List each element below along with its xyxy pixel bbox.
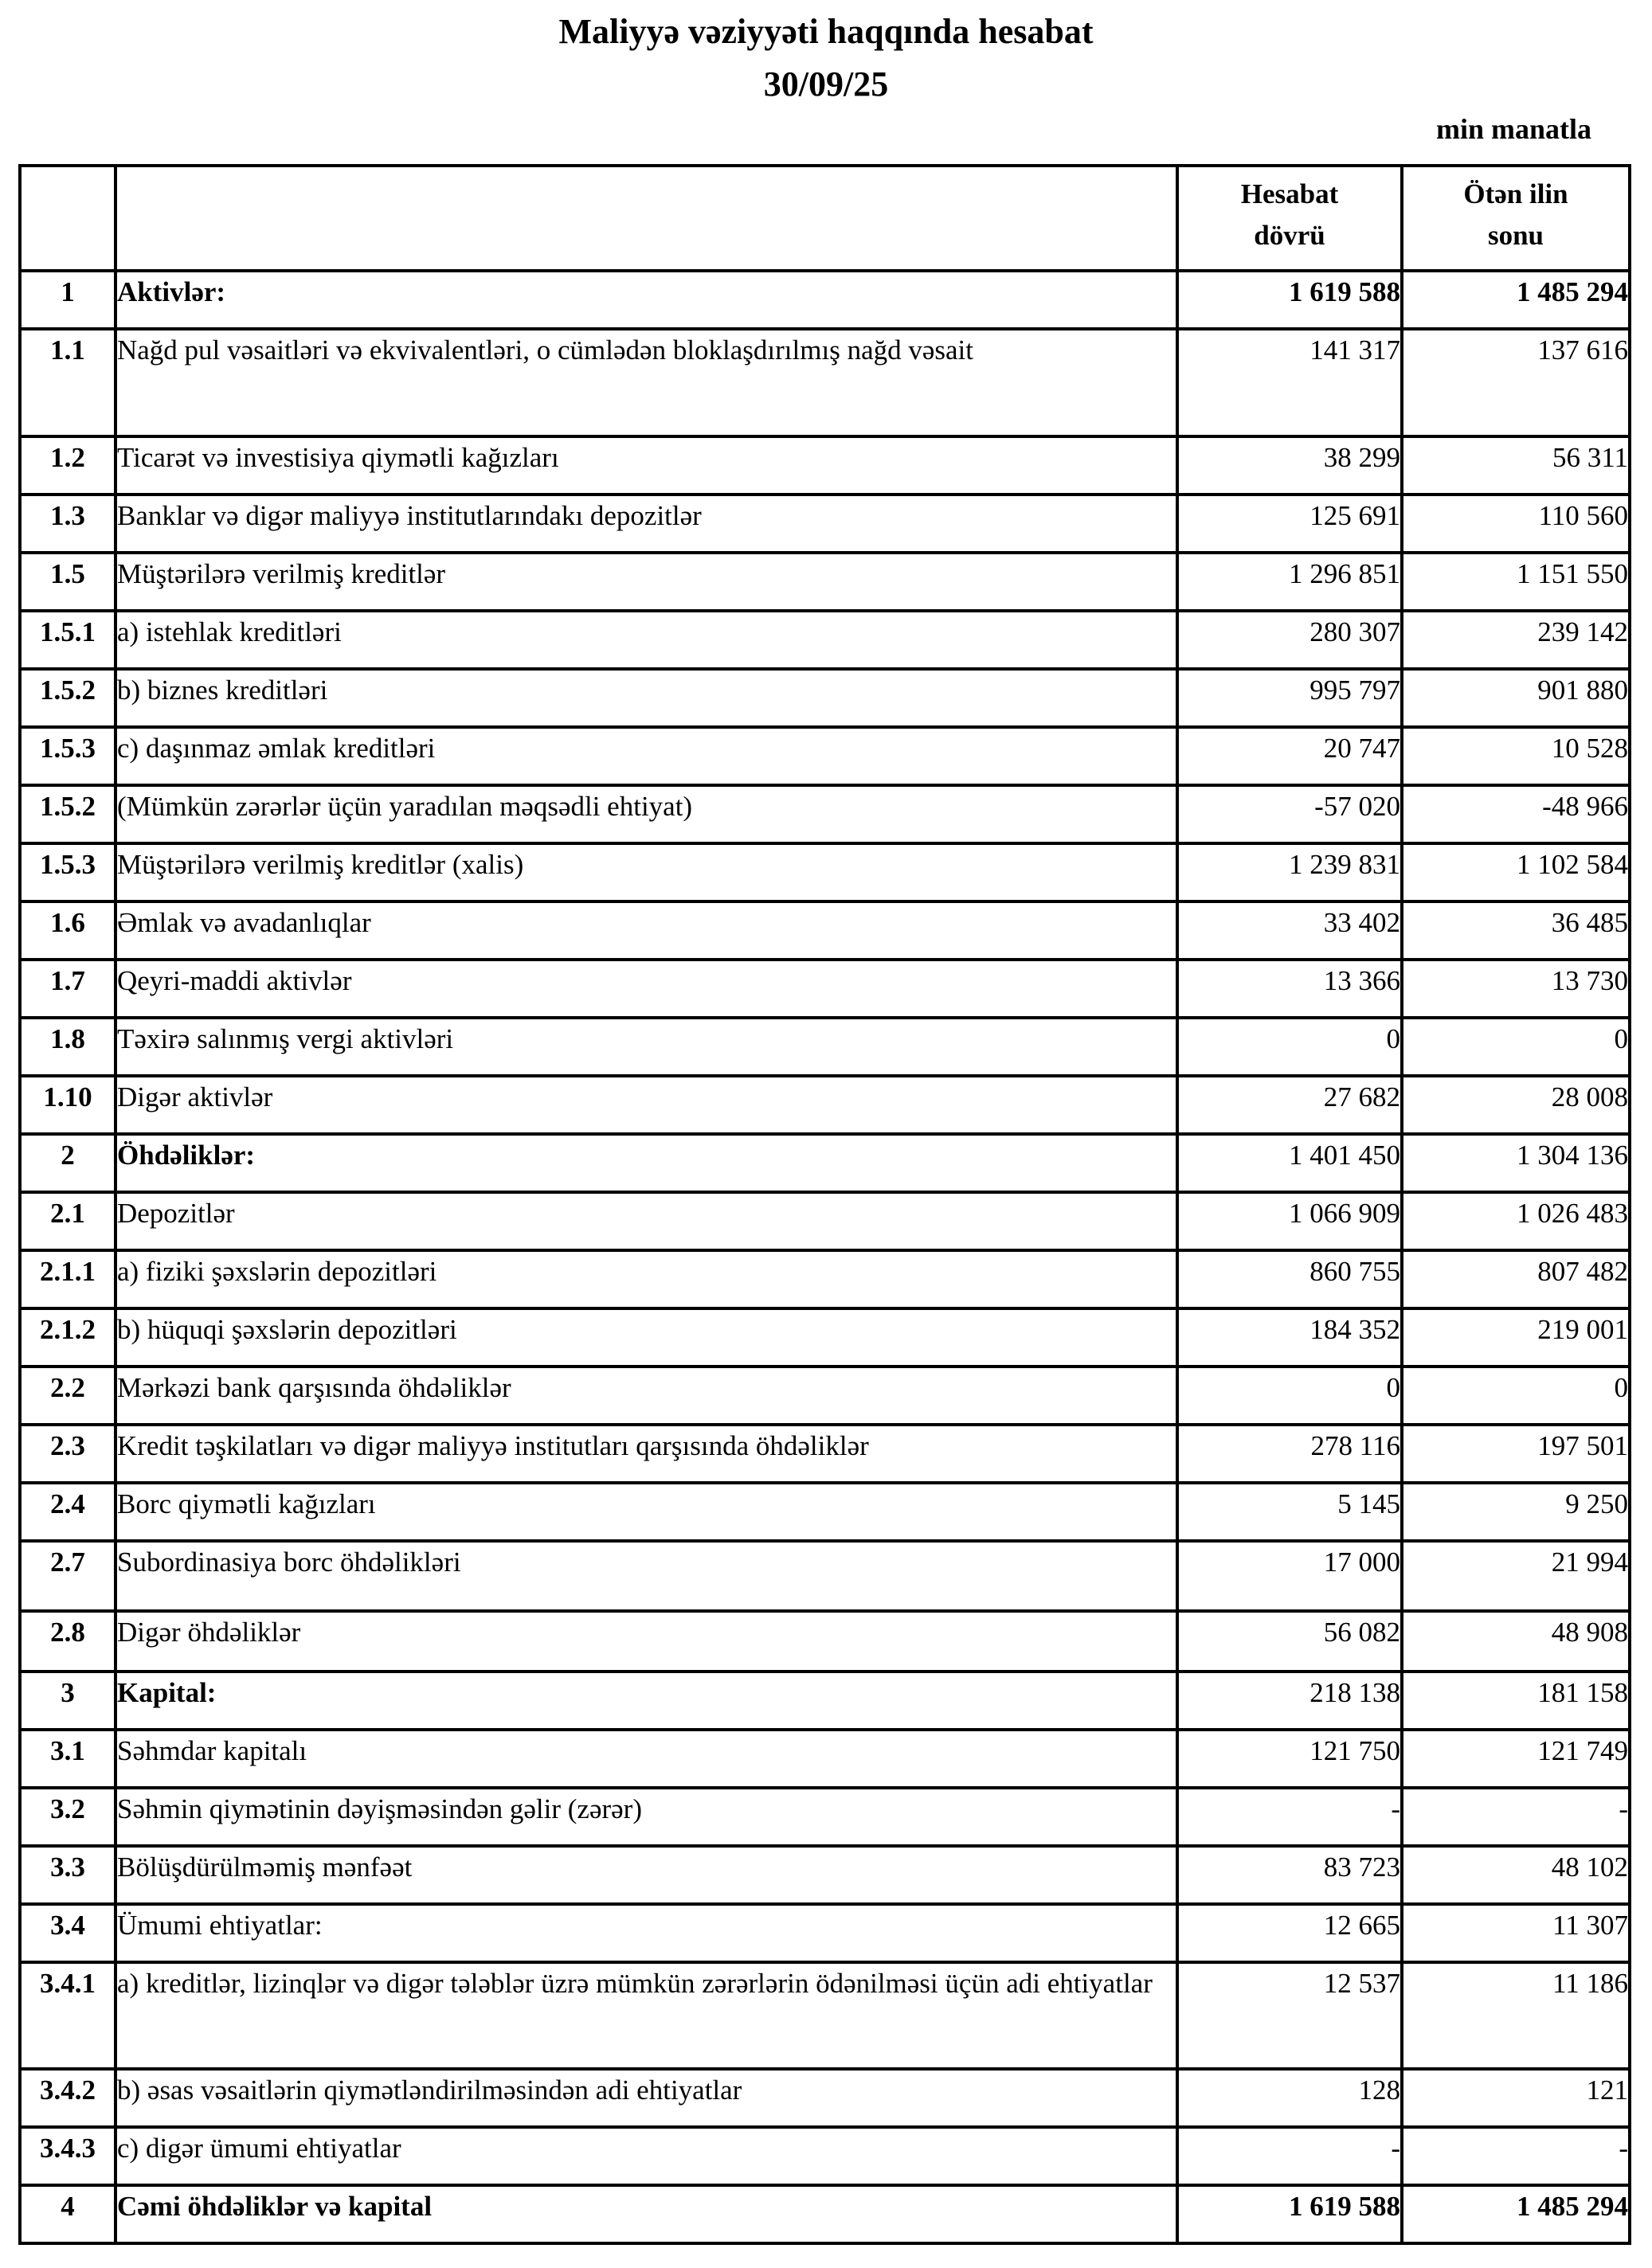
row-number: 2.3 bbox=[20, 1425, 115, 1483]
table-row bbox=[20, 1904, 1630, 1962]
row-current-value: 0 bbox=[1177, 1018, 1402, 1076]
row-label: Qeyri-maddi aktivlər bbox=[115, 960, 1177, 1018]
table-row bbox=[20, 495, 1630, 553]
row-previous-value: 9 250 bbox=[1402, 1483, 1630, 1541]
table-row bbox=[20, 1308, 1630, 1367]
row-previous-value: 56 311 bbox=[1402, 436, 1630, 495]
row-label: Cəmi öhdəliklər və kapital bbox=[115, 2185, 1177, 2243]
table-row bbox=[20, 1611, 1630, 1672]
row-current-value: 13 366 bbox=[1177, 960, 1402, 1018]
table-row bbox=[20, 1846, 1630, 1904]
row-number: 1.5.3 bbox=[20, 843, 115, 901]
table-row bbox=[20, 2127, 1630, 2185]
row-label: Səhmin qiymətinin dəyişməsindən gəlir (zərər) bbox=[115, 1788, 1177, 1846]
row-previous-value: - bbox=[1402, 1788, 1630, 1846]
row-previous-value: 137 616 bbox=[1402, 329, 1630, 436]
row-current-value: 27 682 bbox=[1177, 1076, 1402, 1134]
row-current-value: 121 750 bbox=[1177, 1730, 1402, 1788]
table-header-row bbox=[20, 166, 1630, 271]
row-number: 2.2 bbox=[20, 1367, 115, 1425]
row-number: 2.7 bbox=[20, 1541, 115, 1611]
row-label: Subordinasiya borc öhdəlikləri bbox=[115, 1541, 1177, 1611]
table-row-liabilities bbox=[20, 1134, 1630, 1192]
row-previous-value: 13 730 bbox=[1402, 960, 1630, 1018]
row-label: a) fiziki şəxslərin depozitləri bbox=[115, 1250, 1177, 1308]
row-current-value: 280 307 bbox=[1177, 611, 1402, 669]
row-current-value: 278 116 bbox=[1177, 1425, 1402, 1483]
row-label: Öhdəliklər: bbox=[115, 1134, 1177, 1192]
row-label: a) istehlak kreditləri bbox=[115, 611, 1177, 669]
row-previous-value: 36 485 bbox=[1402, 901, 1630, 960]
table-row bbox=[20, 785, 1630, 843]
row-number: 1.8 bbox=[20, 1018, 115, 1076]
row-previous-value: 48 908 bbox=[1402, 1611, 1630, 1672]
table-row-assets bbox=[20, 271, 1630, 329]
row-label: Ticarət və investisiya qiymətli kağızları bbox=[115, 436, 1177, 495]
table-row bbox=[20, 1962, 1630, 2069]
row-number: 1.10 bbox=[20, 1076, 115, 1134]
row-current-value: 12 665 bbox=[1177, 1904, 1402, 1962]
row-previous-value: 10 528 bbox=[1402, 727, 1630, 785]
row-current-value: 17 000 bbox=[1177, 1541, 1402, 1611]
row-current-value: 860 755 bbox=[1177, 1250, 1402, 1308]
row-current-value: 141 317 bbox=[1177, 329, 1402, 436]
row-previous-value: 901 880 bbox=[1402, 669, 1630, 727]
table-row bbox=[20, 1250, 1630, 1308]
table-row-capital bbox=[20, 1672, 1630, 1730]
row-current-value: 1 401 450 bbox=[1177, 1134, 1402, 1192]
row-previous-value: 197 501 bbox=[1402, 1425, 1630, 1483]
row-number: 3.4 bbox=[20, 1904, 115, 1962]
row-label: Müştərilərə verilmiş kreditlər bbox=[115, 553, 1177, 611]
table-row bbox=[20, 1730, 1630, 1788]
report-date: 30/09/25 bbox=[763, 65, 889, 104]
row-label: b) hüquqi şəxslərin depozitləri bbox=[115, 1308, 1177, 1367]
row-label: Mərkəzi bank qarşısında öhdəliklər bbox=[115, 1367, 1177, 1425]
row-number: 1.5 bbox=[20, 553, 115, 611]
row-current-value: - bbox=[1177, 2127, 1402, 2185]
row-number: 2.1 bbox=[20, 1192, 115, 1250]
row-previous-value: 121 bbox=[1402, 2069, 1630, 2127]
row-number: 1.5.2 bbox=[20, 669, 115, 727]
table-row bbox=[20, 1367, 1630, 1425]
row-number: 4 bbox=[20, 2185, 115, 2243]
row-current-value: 56 082 bbox=[1177, 1611, 1402, 1672]
row-previous-value: 1 151 550 bbox=[1402, 553, 1630, 611]
row-number: 3.1 bbox=[20, 1730, 115, 1788]
row-previous-value: 28 008 bbox=[1402, 1076, 1630, 1134]
currency-unit-label: min manatla bbox=[1435, 113, 1591, 145]
row-label: Borc qiymətli kağızları bbox=[115, 1483, 1177, 1541]
table-row bbox=[20, 669, 1630, 727]
row-number: 2 bbox=[20, 1134, 115, 1192]
table-row bbox=[20, 727, 1630, 785]
row-current-value: 128 bbox=[1177, 2069, 1402, 2127]
row-current-value: 12 537 bbox=[1177, 1962, 1402, 2069]
row-label: Ümumi ehtiyatlar: bbox=[115, 1904, 1177, 1962]
row-previous-value: - bbox=[1402, 2127, 1630, 2185]
row-label: Kredit təşkilatları və digər maliyyə institutları qarşısında öhdəliklər bbox=[115, 1425, 1177, 1483]
row-current-value: 33 402 bbox=[1177, 901, 1402, 960]
table-row bbox=[20, 960, 1630, 1018]
row-current-value: 0 bbox=[1177, 1367, 1402, 1425]
row-previous-value: 0 bbox=[1402, 1367, 1630, 1425]
row-current-value: 38 299 bbox=[1177, 436, 1402, 495]
row-label: Təxirə salınmış vergi aktivləri bbox=[115, 1018, 1177, 1076]
row-number: 2.1.1 bbox=[20, 1250, 115, 1308]
row-number: 3.4.1 bbox=[20, 1962, 115, 2069]
row-label: Banklar və digər maliyyə institutlarındakı depozitlər bbox=[115, 495, 1177, 553]
balance-sheet-table bbox=[18, 164, 1631, 2245]
column-header-previous-line2: sonu bbox=[1487, 220, 1544, 251]
row-number: 1.6 bbox=[20, 901, 115, 960]
row-label: Müştərilərə verilmiş kreditlər (xalis) bbox=[115, 843, 1177, 901]
table-row bbox=[20, 1192, 1630, 1250]
row-label: b) əsas vəsaitlərin qiymətləndirilməsindən adi ehtiyatlar bbox=[115, 2069, 1177, 2127]
row-current-value: 125 691 bbox=[1177, 495, 1402, 553]
row-previous-value: 807 482 bbox=[1402, 1250, 1630, 1308]
row-current-value: 20 747 bbox=[1177, 727, 1402, 785]
row-previous-value: -48 966 bbox=[1402, 785, 1630, 843]
row-label: c) daşınmaz əmlak kreditləri bbox=[115, 727, 1177, 785]
row-current-value: - bbox=[1177, 1788, 1402, 1846]
column-header-current-line2: dövrü bbox=[1254, 220, 1325, 251]
row-number: 3.4.2 bbox=[20, 2069, 115, 2127]
row-number: 3.4.3 bbox=[20, 2127, 115, 2185]
row-previous-value: 219 001 bbox=[1402, 1308, 1630, 1367]
column-header-number bbox=[20, 166, 115, 271]
table-row bbox=[20, 1018, 1630, 1076]
table-row bbox=[20, 2069, 1630, 2127]
table-row bbox=[20, 1788, 1630, 1846]
row-previous-value: 181 158 bbox=[1402, 1672, 1630, 1730]
row-current-value: 184 352 bbox=[1177, 1308, 1402, 1367]
table-row bbox=[20, 1541, 1630, 1611]
table-row bbox=[20, 329, 1630, 436]
row-label: Depozitlər bbox=[115, 1192, 1177, 1250]
row-current-value: 218 138 bbox=[1177, 1672, 1402, 1730]
column-header-current-line1: Hesabat bbox=[1240, 178, 1339, 209]
table-row bbox=[20, 901, 1630, 960]
row-label: Nağd pul vəsaitləri və ekvivalentləri, o cümlədən bloklaşdırılmış nağd vəsait bbox=[115, 329, 1177, 436]
table-row-total-liabilities-and-capital bbox=[20, 2185, 1630, 2243]
row-previous-value: 1 485 294 bbox=[1402, 271, 1630, 329]
row-current-value: -57 020 bbox=[1177, 785, 1402, 843]
table-row bbox=[20, 1425, 1630, 1483]
row-number: 1.5.3 bbox=[20, 727, 115, 785]
row-number: 1.1 bbox=[20, 329, 115, 436]
table-row bbox=[20, 611, 1630, 669]
row-previous-value: 48 102 bbox=[1402, 1846, 1630, 1904]
row-current-value: 1 239 831 bbox=[1177, 843, 1402, 901]
row-number: 2.4 bbox=[20, 1483, 115, 1541]
column-header-previous-year-end bbox=[1402, 166, 1630, 271]
table-row bbox=[20, 843, 1630, 901]
row-number: 1.7 bbox=[20, 960, 115, 1018]
row-number: 2.1.2 bbox=[20, 1308, 115, 1367]
table-row bbox=[20, 436, 1630, 495]
row-label: a) kreditlər, lizinqlər və digər tələblər üzrə mümkün zərərlərin ödənilməsi üçün adi ehtiyatlar bbox=[115, 1962, 1177, 2069]
row-previous-value: 1 102 584 bbox=[1402, 843, 1630, 901]
row-number: 1.2 bbox=[20, 436, 115, 495]
row-previous-value: 0 bbox=[1402, 1018, 1630, 1076]
row-current-value: 83 723 bbox=[1177, 1846, 1402, 1904]
row-label: Digər öhdəliklər bbox=[115, 1611, 1177, 1672]
row-previous-value: 110 560 bbox=[1402, 495, 1630, 553]
report-title: Maliyyə vəziyyəti haqqında hesabat bbox=[558, 12, 1094, 51]
row-previous-value: 1 485 294 bbox=[1402, 2185, 1630, 2243]
row-number: 3.2 bbox=[20, 1788, 115, 1846]
row-label: c) digər ümumi ehtiyatlar bbox=[115, 2127, 1177, 2185]
row-current-value: 995 797 bbox=[1177, 669, 1402, 727]
column-header-current-period bbox=[1177, 166, 1402, 271]
row-label: (Mümkün zərərlər üçün yaradılan məqsədli ehtiyat) bbox=[115, 785, 1177, 843]
row-number: 2.8 bbox=[20, 1611, 115, 1672]
row-label: Kapital: bbox=[115, 1672, 1177, 1730]
table-row bbox=[20, 553, 1630, 611]
table-row bbox=[20, 1076, 1630, 1134]
row-previous-value: 11 307 bbox=[1402, 1904, 1630, 1962]
column-header-previous-line1: Ötən ilin bbox=[1463, 178, 1568, 209]
row-current-value: 1 619 588 bbox=[1177, 2185, 1402, 2243]
row-current-value: 1 296 851 bbox=[1177, 553, 1402, 611]
row-number: 3 bbox=[20, 1672, 115, 1730]
row-number: 3.3 bbox=[20, 1846, 115, 1904]
row-label: Səhmdar kapitalı bbox=[115, 1730, 1177, 1788]
row-label: Əmlak və avadanlıqlar bbox=[115, 901, 1177, 960]
row-label: Aktivlər: bbox=[115, 271, 1177, 329]
row-previous-value: 11 186 bbox=[1402, 1962, 1630, 2069]
row-number: 1 bbox=[20, 271, 115, 329]
column-header-description bbox=[115, 166, 1177, 271]
row-previous-value: 21 994 bbox=[1402, 1541, 1630, 1611]
row-current-value: 1 066 909 bbox=[1177, 1192, 1402, 1250]
row-previous-value: 121 749 bbox=[1402, 1730, 1630, 1788]
row-label: Digər aktivlər bbox=[115, 1076, 1177, 1134]
row-previous-value: 1 304 136 bbox=[1402, 1134, 1630, 1192]
table-row bbox=[20, 1483, 1630, 1541]
row-number: 1.5.2 bbox=[20, 785, 115, 843]
row-current-value: 1 619 588 bbox=[1177, 271, 1402, 329]
row-number: 1.5.1 bbox=[20, 611, 115, 669]
row-number: 1.3 bbox=[20, 495, 115, 553]
row-previous-value: 1 026 483 bbox=[1402, 1192, 1630, 1250]
row-label: b) biznes kreditləri bbox=[115, 669, 1177, 727]
row-label: Bölüşdürülməmiş mənfəət bbox=[115, 1846, 1177, 1904]
row-previous-value: 239 142 bbox=[1402, 611, 1630, 669]
row-current-value: 5 145 bbox=[1177, 1483, 1402, 1541]
